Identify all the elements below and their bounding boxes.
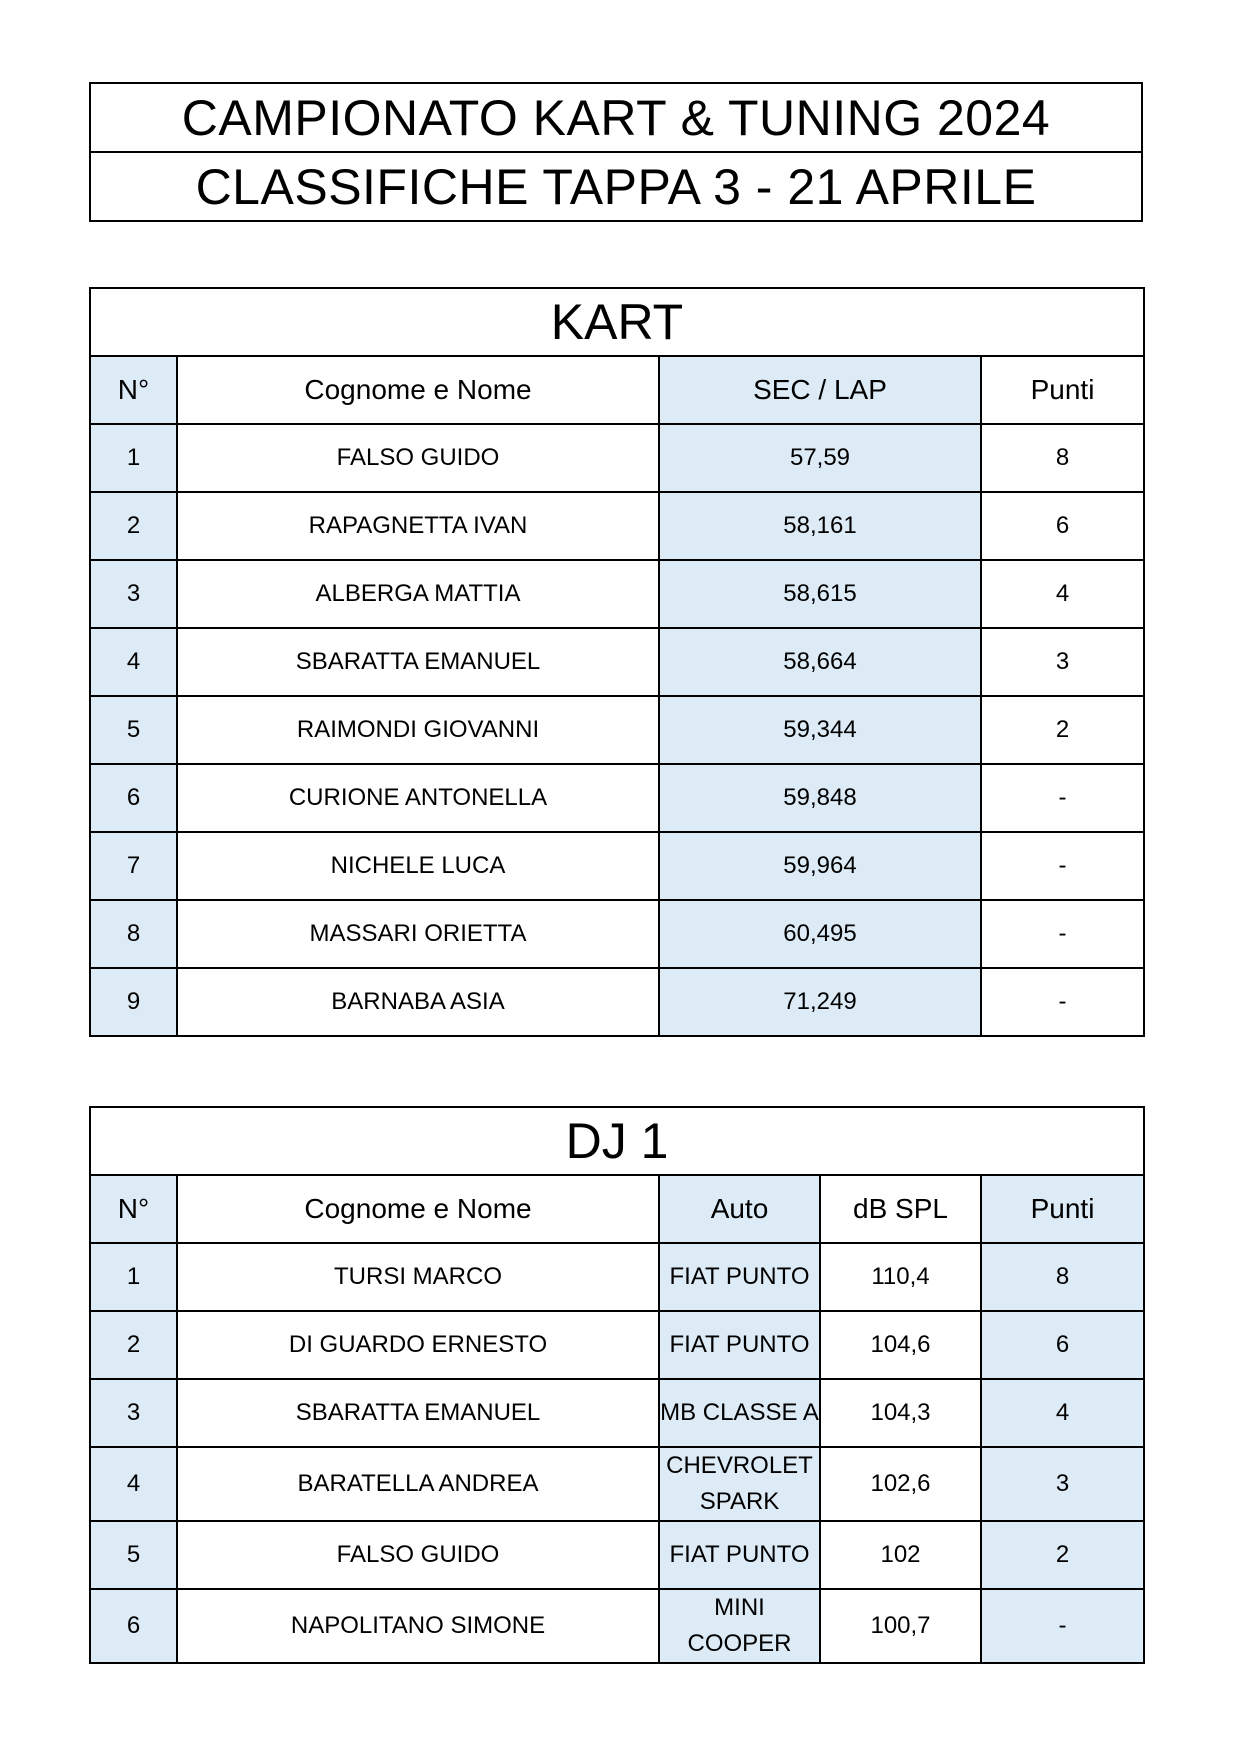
name-cell: NAPOLITANO SIMONE [177, 1589, 659, 1663]
table-row [90, 696, 1144, 764]
table-row [90, 1311, 1144, 1379]
points-cell: - [981, 832, 1144, 900]
db-spl-cell: 104,6 [820, 1311, 981, 1379]
kart-title-row [90, 288, 1144, 356]
kart-table-title: KART [90, 288, 1144, 356]
position-cell: 7 [90, 832, 177, 900]
points-cell: - [981, 764, 1144, 832]
table-row [90, 900, 1144, 968]
sec-lap-cell: 58,161 [659, 492, 981, 560]
col-header-db-spl: dB SPL [820, 1175, 981, 1243]
db-spl-cell: 110,4 [820, 1243, 981, 1311]
position-cell: 2 [90, 492, 177, 560]
table-row [90, 1521, 1144, 1589]
table-row [90, 764, 1144, 832]
points-cell: - [981, 1589, 1144, 1663]
table-row [90, 628, 1144, 696]
points-cell: 4 [981, 560, 1144, 628]
page-subtitle: CLASSIFICHE TAPPA 3 - 21 APRILE [91, 151, 1141, 220]
position-cell: 1 [90, 1243, 177, 1311]
col-header-number: N° [90, 356, 177, 424]
sec-lap-cell: 58,615 [659, 560, 981, 628]
sec-lap-cell: 59,964 [659, 832, 981, 900]
points-cell: - [981, 900, 1144, 968]
sec-lap-cell: 57,59 [659, 424, 981, 492]
position-cell: 2 [90, 1311, 177, 1379]
position-cell: 4 [90, 628, 177, 696]
position-cell: 6 [90, 1589, 177, 1663]
col-header-name: Cognome e Nome [177, 1175, 659, 1243]
points-cell: 4 [981, 1379, 1144, 1447]
kart-header-row [90, 356, 1144, 424]
table-row [90, 424, 1144, 492]
dj1-standings-table [89, 1106, 1145, 1664]
dj1-header-row [90, 1175, 1144, 1243]
name-cell: RAPAGNETTA IVAN [177, 492, 659, 560]
sec-lap-cell: 60,495 [659, 900, 981, 968]
name-cell: ALBERGA MATTIA [177, 560, 659, 628]
table-row [90, 1379, 1144, 1447]
name-cell: MASSARI ORIETTA [177, 900, 659, 968]
position-cell: 8 [90, 900, 177, 968]
db-spl-cell: 100,7 [820, 1589, 981, 1663]
name-cell: SBARATTA EMANUEL [177, 628, 659, 696]
document-header [89, 82, 1143, 222]
points-cell: - [981, 968, 1144, 1036]
points-cell: 6 [981, 1311, 1144, 1379]
auto-cell: MB CLASSE A [659, 1379, 820, 1447]
auto-cell: FIAT PUNTO [659, 1243, 820, 1311]
points-cell: 8 [981, 424, 1144, 492]
sec-lap-cell: 71,249 [659, 968, 981, 1036]
position-cell: 3 [90, 560, 177, 628]
db-spl-cell: 104,3 [820, 1379, 981, 1447]
col-header-sec-lap: SEC / LAP [659, 356, 981, 424]
position-cell: 5 [90, 696, 177, 764]
db-spl-cell: 102,6 [820, 1447, 981, 1521]
table-row [90, 1589, 1144, 1663]
name-cell: NICHELE LUCA [177, 832, 659, 900]
name-cell: RAIMONDI GIOVANNI [177, 696, 659, 764]
position-cell: 1 [90, 424, 177, 492]
col-header-name: Cognome e Nome [177, 356, 659, 424]
table-row [90, 1243, 1144, 1311]
table-row [90, 560, 1144, 628]
name-cell: SBARATTA EMANUEL [177, 1379, 659, 1447]
name-cell: BARATELLA ANDREA [177, 1447, 659, 1521]
name-cell: FALSO GUIDO [177, 424, 659, 492]
points-cell: 2 [981, 696, 1144, 764]
table-row [90, 492, 1144, 560]
auto-cell: CHEVROLET SPARK [659, 1447, 820, 1521]
dj1-title-row [90, 1107, 1144, 1175]
points-cell: 2 [981, 1521, 1144, 1589]
name-cell: BARNABA ASIA [177, 968, 659, 1036]
position-cell: 3 [90, 1379, 177, 1447]
sec-lap-cell: 59,848 [659, 764, 981, 832]
name-cell: CURIONE ANTONELLA [177, 764, 659, 832]
col-header-number: N° [90, 1175, 177, 1243]
auto-cell: MINI COOPER [659, 1589, 820, 1663]
sec-lap-cell: 58,664 [659, 628, 981, 696]
dj1-table-title: DJ 1 [90, 1107, 1144, 1175]
points-cell: 3 [981, 628, 1144, 696]
table-row [90, 1447, 1144, 1521]
name-cell: FALSO GUIDO [177, 1521, 659, 1589]
sec-lap-cell: 59,344 [659, 696, 981, 764]
auto-cell: FIAT PUNTO [659, 1521, 820, 1589]
col-header-points: Punti [981, 356, 1144, 424]
db-spl-cell: 102 [820, 1521, 981, 1589]
points-cell: 8 [981, 1243, 1144, 1311]
col-header-points: Punti [981, 1175, 1144, 1243]
points-cell: 3 [981, 1447, 1144, 1521]
points-cell: 6 [981, 492, 1144, 560]
table-row [90, 968, 1144, 1036]
position-cell: 5 [90, 1521, 177, 1589]
auto-cell: FIAT PUNTO [659, 1311, 820, 1379]
position-cell: 4 [90, 1447, 177, 1521]
table-row [90, 832, 1144, 900]
position-cell: 6 [90, 764, 177, 832]
kart-standings-table [89, 287, 1145, 1037]
col-header-auto: Auto [659, 1175, 820, 1243]
page-title: CAMPIONATO KART & TUNING 2024 [181, 89, 1051, 146]
name-cell: DI GUARDO ERNESTO [177, 1311, 659, 1379]
name-cell: TURSI MARCO [177, 1243, 659, 1311]
position-cell: 9 [90, 968, 177, 1036]
